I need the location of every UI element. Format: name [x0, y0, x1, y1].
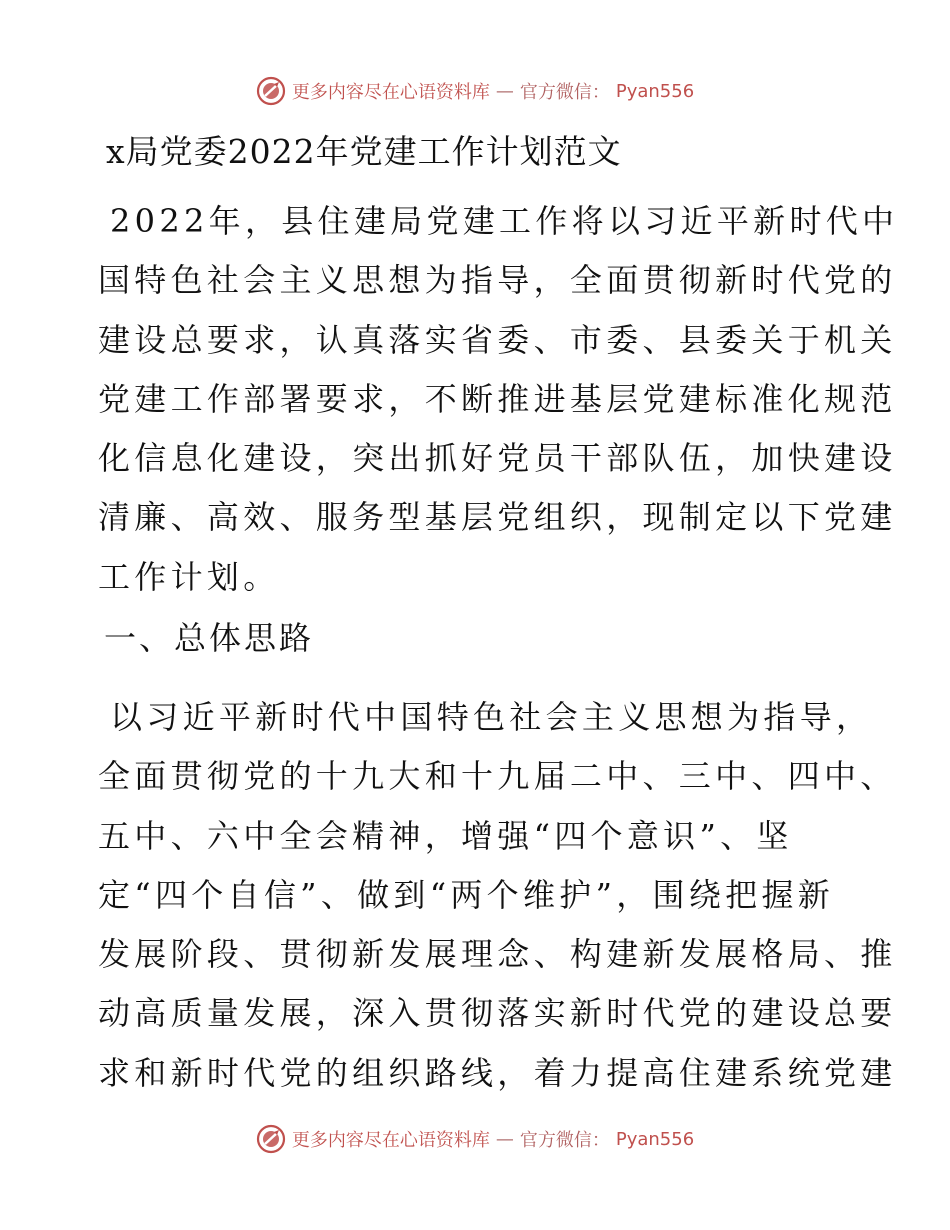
watermark-separator: — [495, 1128, 514, 1150]
seal-logo-icon [256, 1124, 286, 1154]
watermark-text: 更多内容尽在心语资料库 [291, 82, 490, 103]
section-line: 动高质量发展，深入贯彻落实新时代党的建设总要 [98, 994, 897, 1033]
document-title: x局党委2022年党建工作计划范文 [106, 132, 622, 171]
section-heading: 一、总体思路 [104, 619, 315, 657]
intro-line: 党建工作部署要求，不断推进基层党建标准化规范 [98, 379, 897, 418]
intro-line: 清廉、高效、服务型基层党组织，现制定以下党建 [98, 498, 897, 537]
intro-paragraph [98, 192, 899, 607]
section-line: 五中、六中全会精神，增强“四个意识”、坚 [98, 816, 793, 855]
watermark-text: 更多内容尽在心语资料库 [291, 1130, 490, 1151]
section-paragraph [98, 688, 897, 1103]
watermark-id: Pyan556 [615, 80, 695, 102]
watermark-separator: — [495, 80, 514, 102]
section-line: 以习近平新时代中国特色社会主义思想为指导， [110, 698, 873, 736]
intro-line: 2022年，县住建局党建工作将以习近平新时代中 [110, 202, 899, 240]
section-line: 发展阶段、贯彻新发展理念、构建新发展格局、推 [98, 935, 897, 974]
intro-line: 化信息化建设，突出抓好党员干部队伍，加快建设 [98, 439, 897, 478]
watermark-label: 官方微信： [519, 82, 610, 103]
section-line: 定“四个自信”、做到“两个维护”，围绕把握新 [98, 875, 835, 914]
section-line: 全面贯彻党的十九大和十九届二中、三中、四中、 [98, 757, 897, 796]
watermark-label: 官方微信： [519, 1130, 610, 1151]
footer-watermark [0, 1124, 950, 1154]
header-watermark [0, 76, 950, 106]
section-line: 求和新时代党的组织路线，着力提高住建系统党建 [98, 1053, 897, 1092]
seal-logo-icon [256, 76, 286, 106]
watermark-id: Pyan556 [615, 1128, 695, 1150]
intro-line: 工作计划。 [98, 557, 280, 596]
intro-line: 国特色社会主义思想为指导，全面贯彻新时代党的 [98, 261, 897, 300]
intro-line: 建设总要求，认真落实省委、市委、县委关于机关 [98, 320, 897, 359]
